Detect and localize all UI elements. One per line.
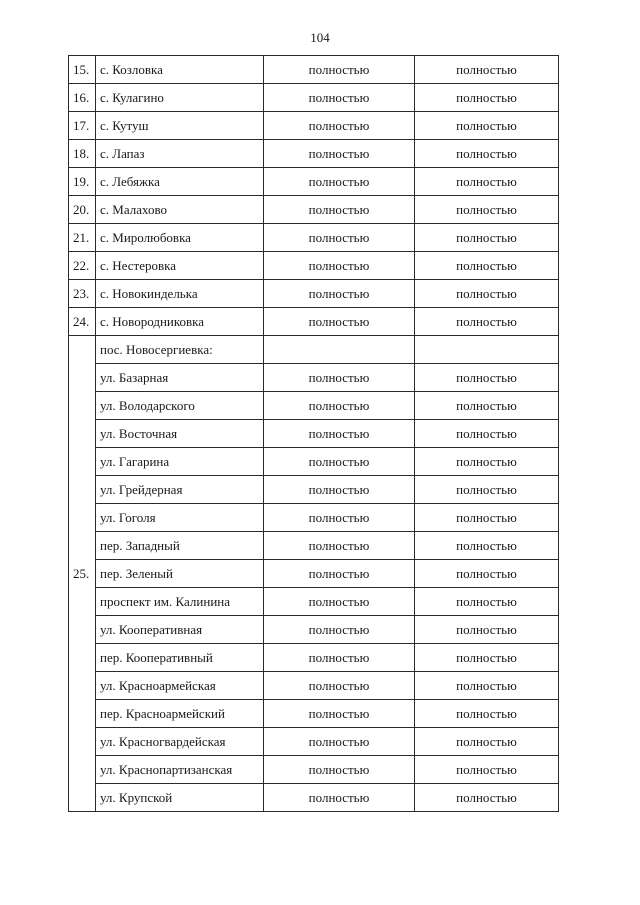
status-cell-a: полностью — [264, 476, 415, 504]
table-row — [69, 364, 559, 392]
status-cell-a: полностью — [264, 560, 415, 588]
status-cell-a: полностью — [264, 756, 415, 784]
status-cell-b: полностью — [415, 112, 559, 140]
status-cell-b: полностью — [415, 784, 559, 812]
settlement-name: с. Лапаз — [96, 140, 264, 168]
status-cell-a: полностью — [264, 672, 415, 700]
table-row — [69, 728, 559, 756]
settlement-name: с. Козловка — [96, 56, 264, 84]
settlement-name: с. Новородниковка — [96, 308, 264, 336]
settlement-name: с. Нестеровка — [96, 252, 264, 280]
settlements-table — [68, 55, 559, 812]
row-number: 22. — [69, 252, 96, 280]
table-row — [69, 420, 559, 448]
street-name: ул. Володарского — [96, 392, 264, 420]
settlement-name: с. Новокинделька — [96, 280, 264, 308]
status-cell-b: полностью — [415, 308, 559, 336]
status-cell-a: полностью — [264, 700, 415, 728]
status-cell-a: полностью — [264, 112, 415, 140]
status-cell-a: полностью — [264, 392, 415, 420]
settlement-name: с. Миролюбовка — [96, 224, 264, 252]
status-cell-b: полностью — [415, 224, 559, 252]
status-cell-a: полностью — [264, 588, 415, 616]
table-row — [69, 532, 559, 560]
status-cell-b: полностью — [415, 84, 559, 112]
street-name: ул. Восточная — [96, 420, 264, 448]
table-row — [69, 308, 559, 336]
status-cell-b: полностью — [415, 728, 559, 756]
row-number: 23. — [69, 280, 96, 308]
street-name: ул. Базарная — [96, 364, 264, 392]
table-row — [69, 560, 559, 588]
status-cell-a — [264, 336, 415, 364]
status-cell-b: полностью — [415, 756, 559, 784]
street-name: ул. Гоголя — [96, 504, 264, 532]
row-number: 15. — [69, 56, 96, 84]
street-name: ул. Кооперативная — [96, 616, 264, 644]
status-cell-a: полностью — [264, 224, 415, 252]
status-cell-b: полностью — [415, 476, 559, 504]
table-row — [69, 448, 559, 476]
table-row — [69, 616, 559, 644]
settlement-name: с. Малахово — [96, 196, 264, 224]
status-cell-a: полностью — [264, 84, 415, 112]
table-row — [69, 280, 559, 308]
status-cell-a: полностью — [264, 252, 415, 280]
street-name: ул. Красноармейская — [96, 672, 264, 700]
status-cell-b: полностью — [415, 364, 559, 392]
status-cell-a: полностью — [264, 420, 415, 448]
status-cell-b: полностью — [415, 420, 559, 448]
table-row — [69, 336, 559, 364]
table-row — [69, 56, 559, 84]
status-cell-b: полностью — [415, 700, 559, 728]
status-cell-b: полностью — [415, 616, 559, 644]
status-cell-a: полностью — [264, 728, 415, 756]
status-cell-b: полностью — [415, 672, 559, 700]
table-row — [69, 644, 559, 672]
status-cell-a: полностью — [264, 532, 415, 560]
status-cell-b: полностью — [415, 252, 559, 280]
table-row — [69, 196, 559, 224]
status-cell-b: полностью — [415, 560, 559, 588]
status-cell-b: полностью — [415, 168, 559, 196]
row-number: 24. — [69, 308, 96, 336]
table-row — [69, 168, 559, 196]
table-row — [69, 588, 559, 616]
status-cell-a: полностью — [264, 784, 415, 812]
status-cell-a: полностью — [264, 644, 415, 672]
table-row — [69, 84, 559, 112]
row-number: 20. — [69, 196, 96, 224]
row-number: 18. — [69, 140, 96, 168]
table-row — [69, 784, 559, 812]
status-cell-a: полностью — [264, 280, 415, 308]
row-number: 21. — [69, 224, 96, 252]
status-cell-b: полностью — [415, 504, 559, 532]
status-cell-b: полностью — [415, 196, 559, 224]
table-row — [69, 392, 559, 420]
table-row — [69, 224, 559, 252]
status-cell-b: полностью — [415, 140, 559, 168]
table-row — [69, 476, 559, 504]
status-cell-a: полностью — [264, 364, 415, 392]
row-number: 17. — [69, 112, 96, 140]
table-row — [69, 112, 559, 140]
status-cell-b: полностью — [415, 644, 559, 672]
settlement-name: с. Кутуш — [96, 112, 264, 140]
street-name: пер. Зеленый — [96, 560, 264, 588]
table-row — [69, 672, 559, 700]
row-number: 25. — [69, 336, 96, 812]
street-name: пер. Западный — [96, 532, 264, 560]
street-name: ул. Краснопартизанская — [96, 756, 264, 784]
status-cell-a: полностью — [264, 168, 415, 196]
status-cell-b: полностью — [415, 588, 559, 616]
table-row — [69, 756, 559, 784]
status-cell-b — [415, 336, 559, 364]
status-cell-b: полностью — [415, 56, 559, 84]
street-name: пер. Красноармейский — [96, 700, 264, 728]
settlement-name: пос. Новосергиевка: — [96, 336, 264, 364]
settlement-name: с. Лебяжка — [96, 168, 264, 196]
table-row — [69, 700, 559, 728]
street-name: проспект им. Калинина — [96, 588, 264, 616]
table-row — [69, 140, 559, 168]
status-cell-a: полностью — [264, 504, 415, 532]
status-cell-a: полностью — [264, 140, 415, 168]
status-cell-a: полностью — [264, 56, 415, 84]
status-cell-a: полностью — [264, 196, 415, 224]
page-number: 104 — [310, 30, 330, 45]
street-name: ул. Грейдерная — [96, 476, 264, 504]
table-row — [69, 252, 559, 280]
status-cell-b: полностью — [415, 532, 559, 560]
street-name: пер. Кооперативный — [96, 644, 264, 672]
status-cell-b: полностью — [415, 280, 559, 308]
row-number: 19. — [69, 168, 96, 196]
status-cell-a: полностью — [264, 448, 415, 476]
table-row — [69, 504, 559, 532]
status-cell-b: полностью — [415, 448, 559, 476]
street-name: ул. Крупской — [96, 784, 264, 812]
table-body — [69, 56, 559, 812]
row-number: 16. — [69, 84, 96, 112]
street-name: ул. Гагарина — [96, 448, 264, 476]
status-cell-a: полностью — [264, 308, 415, 336]
status-cell-a: полностью — [264, 616, 415, 644]
status-cell-b: полностью — [415, 392, 559, 420]
street-name: ул. Красногвардейская — [96, 728, 264, 756]
settlement-name: с. Кулагино — [96, 84, 264, 112]
